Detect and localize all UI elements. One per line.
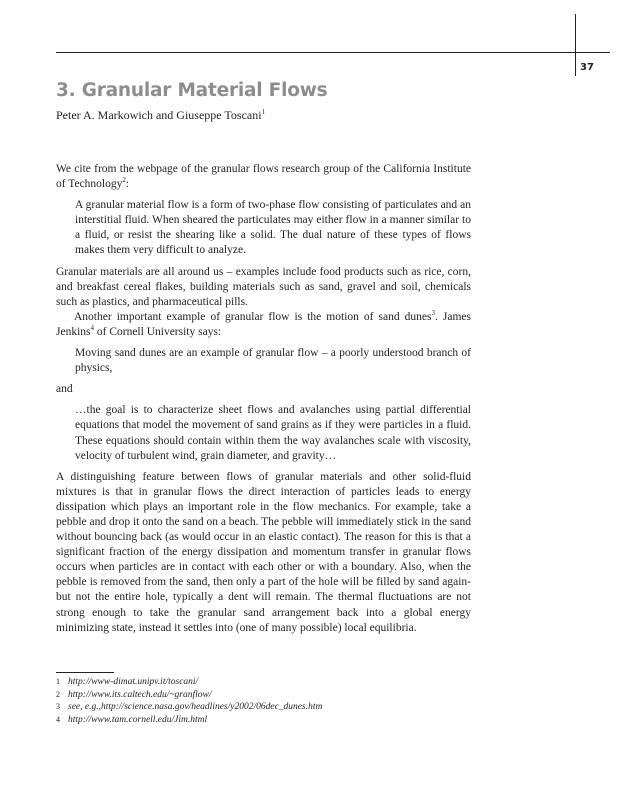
quote-sheet-flows: …the goal is to characterize sheet flows and avalanches using partial differential equations that model the movement of sand grains as if they were particles in a fluid. These equations should contain within them the way avalanches scale with viscosity, velocity of turbulent wind, grain diameter, and gravity…	[75, 404, 471, 462]
footnote-number: 3	[56, 702, 60, 711]
intro-paragraph	[56, 162, 471, 192]
footnote-3	[56, 701, 471, 714]
footnote-number: 4	[56, 714, 60, 724]
paragraph-distinguishing-feature: A distinguishing feature between flows of granular materials and other solid-fluid mixtures is that in granular flows the direct interaction of particles leads to energy dissipation which plays an important role in the flow mechanics. For example, take a pebble and drop it onto the sand on a beach. The pebble will immediately stick in the sand without bouncing back (as would occur in an elastic contact). The reason for this is that a significant fraction of the energy dissipation and momentum transfer in granular flows occurs when particles are in contact with each other or with a boundary. Also, when the pebble is removed from the sand, then only a part of the hole will be filled by sand again-but not the entire hole, typically a dent will remain. The thermal fluctuations are not strong enough to take the granular sand arrangement back into a global energy minimizing state, instead it settles into (one of many possible) local equilibria.	[56, 470, 471, 634]
para2-text-c: of Cornell University says:	[94, 325, 222, 338]
quote-sand-dunes: Moving sand dunes are an example of granular flow – a poorly understood branch of physics,	[75, 347, 471, 375]
intro-colon: :	[125, 178, 130, 191]
paragraph-granular-examples: Granular materials are all around us – examples include food products such as rice, corn, and breakfast cereal flakes, building materials such as sand, gravel and soil, chemicals such as plastics, and pharmaceutical pills.	[56, 265, 471, 308]
body-text	[56, 162, 471, 636]
footnote-4	[56, 714, 471, 727]
margin-rule	[575, 14, 576, 76]
footnote-link[interactable]: http://www.its.caltech.edu/~granflow/	[68, 689, 212, 700]
footnote-2	[56, 689, 471, 702]
quote-granular-flow-definition: A granular material flow is a form of two-phase flow consisting of particulates and an interstitial fluid. When sheared the particulates may either flow in a manner similar to a fluid, or resist the shearing like a solid. The dual nature of these types of flows makes them very difficult to analyze.	[75, 199, 471, 257]
footnotes	[56, 676, 471, 726]
footnote-ref-4: 4	[90, 324, 94, 333]
footnote-link[interactable]: http://www.tam.cornell.edu/Jim.html	[68, 714, 208, 725]
footnote-rule	[56, 672, 114, 673]
footnote-link[interactable]: see, e.g.,http://science.nasa.gov/headlines/y2002/06dec_dunes.htm	[68, 702, 323, 712]
intro-text: We cite from the webpage of the granular flows research group of the California Institute of Technology	[56, 163, 471, 191]
header-rule	[56, 52, 610, 53]
para2-text-b: . James Jenkins	[56, 310, 471, 338]
connector-and: and	[56, 383, 73, 396]
para2-text-a: Another important example of granular flow is the motion of sand dunes	[74, 310, 432, 323]
authors-footnote-ref: 1	[261, 108, 266, 116]
footnote-number: 1	[56, 677, 60, 686]
footnote-link[interactable]: http://www-dimat.unipv.it/toscani/	[68, 677, 199, 687]
authors-names: Peter A. Markowich and Giuseppe Toscani	[56, 108, 262, 122]
authors	[56, 108, 265, 123]
footnote-1	[56, 676, 471, 689]
paragraph-sand-dunes	[56, 310, 471, 340]
chapter-title: 3. Granular Material Flows	[56, 80, 328, 101]
footnote-number: 2	[56, 689, 60, 699]
footnote-ref-2: 2	[122, 176, 126, 185]
footnote-ref-3: 3	[431, 309, 435, 318]
page-number: 37	[580, 62, 594, 73]
